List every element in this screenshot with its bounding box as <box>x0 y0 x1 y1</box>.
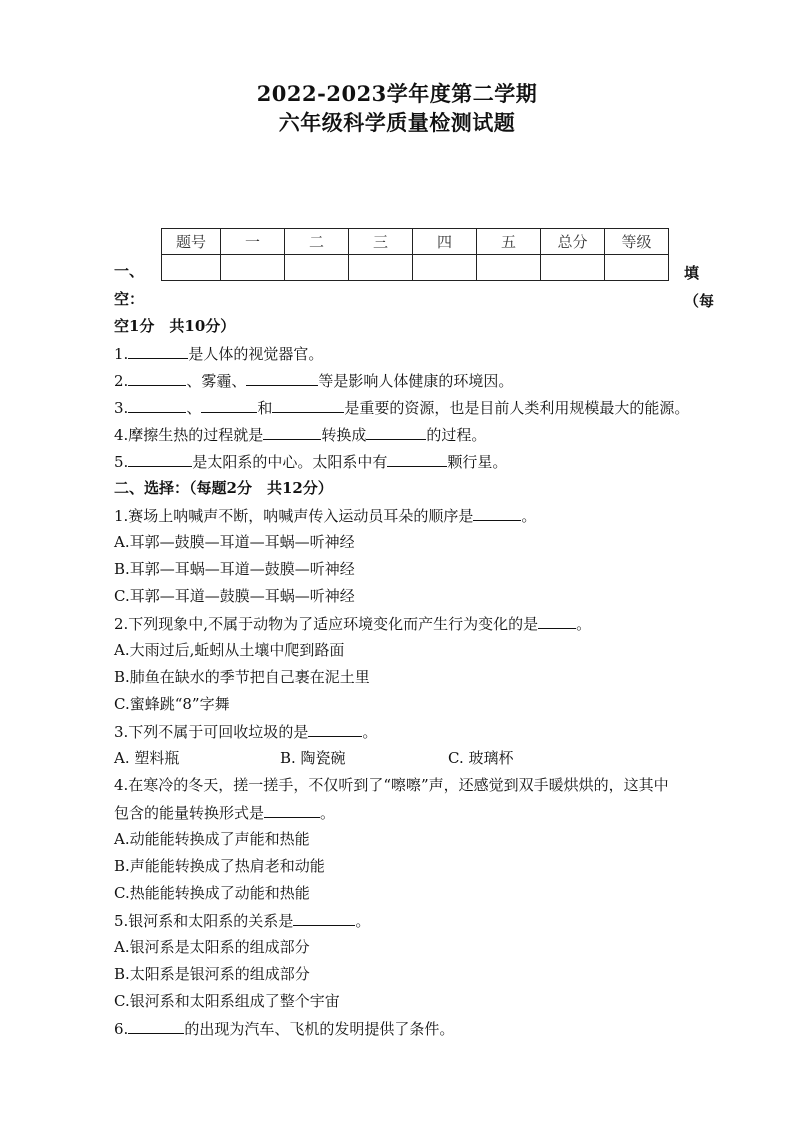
question-text: 包含的能量转换形式是 <box>114 804 265 822</box>
choice-question-6 <box>114 1019 454 1038</box>
choice-option[interactable]: A.耳郭—鼓膜—耳道—耳蜗—听神经 <box>114 533 355 551</box>
choice-option[interactable]: B.声能能转换成了热肩老和动能 <box>114 857 325 875</box>
score-entry-cell[interactable] <box>413 255 477 281</box>
question-text: 是人体的视觉器官。 <box>188 345 324 363</box>
question-text: 等是影响人体健康的环境因。 <box>318 372 514 390</box>
choice-option[interactable]: B. 陶瓷碗 <box>280 749 346 767</box>
answer-blank[interactable] <box>128 1019 184 1034</box>
question-text: 转换成 <box>321 426 367 444</box>
answer-blank[interactable] <box>246 371 318 386</box>
answer-blank[interactable] <box>128 371 186 386</box>
score-table-entry-row <box>162 255 669 281</box>
question-text: 颗行星。 <box>447 453 508 471</box>
question-number: 3. <box>114 399 129 417</box>
score-header-cell: 题号 <box>162 229 221 255</box>
question-text: 3.下列不属于可回收垃圾的是 <box>114 723 309 741</box>
answer-blank[interactable] <box>366 425 426 440</box>
choice-option[interactable]: C.耳郭—耳道—鼓膜—耳蜗—听神经 <box>114 587 355 605</box>
answer-blank[interactable] <box>128 398 186 413</box>
question-text: 5.银河系和太阳系的关系是 <box>114 912 294 930</box>
section1-heading-part3: 空： <box>114 290 145 308</box>
choice-option[interactable]: A.动能能转换成了声能和热能 <box>114 830 310 848</box>
question-text: 的出现为汽车、飞机的发明提供了条件。 <box>184 1020 455 1038</box>
score-header-cell: 总分 <box>541 229 605 255</box>
question-text: 的过程。 <box>426 426 487 444</box>
score-table <box>161 228 669 281</box>
answer-blank[interactable] <box>264 803 320 818</box>
score-header-cell: 一 <box>221 229 285 255</box>
score-header-cell: 三 <box>349 229 413 255</box>
choice-option[interactable]: B.太阳系是银河系的组成部分 <box>114 965 310 983</box>
question-text: 和 <box>257 399 273 417</box>
exam-title-year: 2022-2023学年度第二学期 <box>256 81 538 106</box>
question-text: 2.下列现象中,不属于动物为了适应环境变化而产生行为变化的是 <box>114 615 539 633</box>
question-text: 。 <box>521 507 537 525</box>
section2-heading: 二、选择：（每题2分 共12分） <box>114 479 333 497</box>
question-text: 是太阳系的中心。太阳系中有 <box>192 453 388 471</box>
question-text: 。 <box>355 912 371 930</box>
choice-question-3 <box>114 722 377 741</box>
question-text: 1.赛场上呐喊声不断，呐喊声传入运动员耳朵的顺序是 <box>114 507 474 525</box>
choice-option[interactable]: A. 塑料瓶 <box>114 749 180 767</box>
section1-heading-part5: 空1分 共10分） <box>114 317 236 335</box>
section1-heading-part1: 一、 <box>114 262 145 280</box>
score-entry-cell[interactable] <box>349 255 413 281</box>
score-header-cell: 四 <box>413 229 477 255</box>
choice-option[interactable]: C.热能能转换成了动能和热能 <box>114 884 310 902</box>
fill-question-4 <box>114 425 486 444</box>
exam-title-subject: 六年级科学质量检测试题 <box>278 110 516 135</box>
choice-option[interactable]: C.银河系和太阳系组成了整个宇宙 <box>114 992 340 1010</box>
score-header-cell: 五 <box>477 229 541 255</box>
question-number: 2. <box>114 372 129 390</box>
question-number: 6. <box>114 1020 129 1038</box>
score-header-cell: 等级 <box>605 229 669 255</box>
choice-question-1 <box>114 506 536 525</box>
question-number: 1. <box>114 345 129 363</box>
answer-blank[interactable] <box>128 452 192 467</box>
score-entry-cell[interactable] <box>477 255 541 281</box>
choice-option[interactable]: A.大雨过后,蚯蚓从土壤中爬到路面 <box>114 641 345 659</box>
choice-question-4-line1: 4.在寒冷的冬天，搓一搓手，不仅听到了“嚓嚓”声，还感觉到双手暖烘烘的，这其中 <box>114 776 669 794</box>
score-entry-cell[interactable] <box>605 255 669 281</box>
score-entry-cell[interactable] <box>541 255 605 281</box>
answer-blank[interactable] <box>538 614 576 629</box>
answer-blank[interactable] <box>473 506 521 521</box>
choice-options-row <box>114 749 513 767</box>
section1-heading-part4: （每 <box>684 292 715 310</box>
choice-option[interactable]: C. 玻璃杯 <box>448 749 514 767</box>
question-text: 、 <box>186 399 202 417</box>
fill-question-3 <box>114 398 689 417</box>
choice-option[interactable]: A.银河系是太阳系的组成部分 <box>114 938 310 956</box>
question-number: 5. <box>114 453 129 471</box>
choice-question-4-line2 <box>114 803 335 822</box>
section1-heading-part2: 填 <box>684 264 700 282</box>
choice-question-5 <box>114 911 370 930</box>
question-text: 。 <box>320 804 336 822</box>
fill-question-2 <box>114 371 513 390</box>
answer-blank[interactable] <box>308 722 362 737</box>
choice-option[interactable]: B.肺鱼在缺水的季节把自己裹在泥土里 <box>114 668 370 686</box>
question-text: 、雾霾、 <box>186 372 247 390</box>
fill-question-1 <box>114 344 323 363</box>
choice-option[interactable]: C.蜜蜂跳“8”字舞 <box>114 695 230 713</box>
question-text: 是重要的资源，也是目前人类利用规模最大的能源。 <box>344 399 690 417</box>
score-entry-cell[interactable] <box>162 255 221 281</box>
score-entry-cell[interactable] <box>285 255 349 281</box>
choice-option[interactable]: B.耳郭—耳蜗—耳道—鼓膜—听神经 <box>114 560 355 578</box>
question-text: 4.摩擦生热的过程就是 <box>114 426 264 444</box>
answer-blank[interactable] <box>272 398 344 413</box>
question-text: 。 <box>362 723 378 741</box>
fill-question-5 <box>114 452 507 471</box>
score-header-cell: 二 <box>285 229 349 255</box>
answer-blank[interactable] <box>263 425 321 440</box>
question-text: 。 <box>576 615 592 633</box>
answer-blank[interactable] <box>201 398 257 413</box>
answer-blank[interactable] <box>128 344 188 359</box>
answer-blank[interactable] <box>293 911 355 926</box>
score-table-header-row <box>162 229 669 255</box>
answer-blank[interactable] <box>387 452 447 467</box>
score-entry-cell[interactable] <box>221 255 285 281</box>
choice-question-2 <box>114 614 591 633</box>
